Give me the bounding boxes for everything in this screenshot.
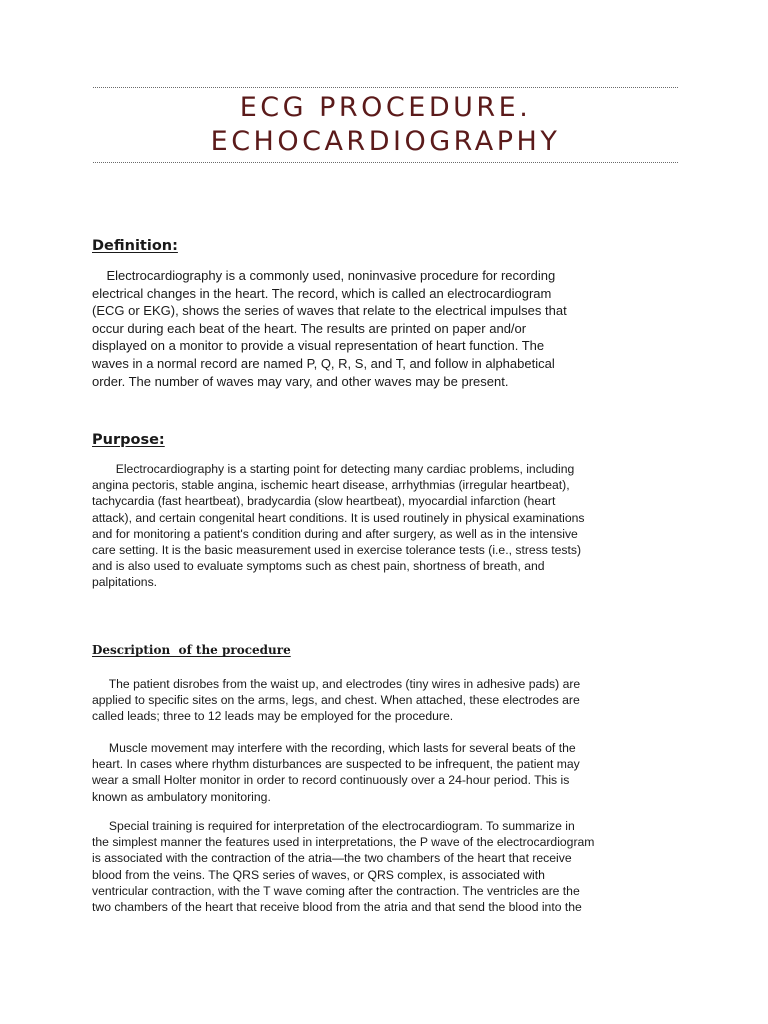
purpose-line: angina pectoris, stable angina, ischemic heart disease, arrhythmias (irregular heartbeat), (92, 478, 570, 493)
purpose-paragraph (92, 461, 682, 591)
definition-line: Electrocardiography is a commonly used, noninvasive procedure for recording (92, 268, 556, 283)
description-line: heart. In cases where rhythm disturbances are suspected to be infrequent, the patient may (92, 757, 580, 772)
description-line: two chambers of the heart that receive blood from the atria and that send the blood into the (92, 900, 582, 915)
description-heading: Description of the procedure (92, 643, 291, 657)
definition-line: (ECG or EKG), shows the series of waves that relate to the electrical impulses that (92, 303, 567, 319)
purpose-line: and is also used to evaluate symptoms such as chest pain, shortness of breath, and (92, 559, 545, 574)
definition-line: electrical changes in the heart. The record, which is called an electrocardiogram (92, 285, 552, 301)
description-line: is associated with the contraction of the atria—the two chambers of the heart that receive (92, 851, 572, 866)
purpose-line: palpitations. (92, 575, 158, 590)
description-line: Special training is required for interpretation of the electrocardiogram. To summarize in (92, 819, 575, 833)
description-paragraph-3 (92, 818, 682, 915)
description-line: known as ambulatory monitoring. (92, 789, 271, 804)
description-line: called leads; three to 12 leads may be employed for the procedure. (92, 709, 454, 724)
description-line: Muscle movement may interfere with the recording, which lasts for several beats of the (92, 741, 576, 755)
document-title (93, 91, 678, 159)
definition-line: order. The number of waves may vary, and other waves may be present. (92, 373, 509, 389)
title-line-1: ECG PROCEDURE. (239, 92, 532, 123)
purpose-line: attack), and certain congenital heart conditions. It is used routinely in physical examinations (92, 510, 585, 525)
description-line: ventricular contraction, with the T wave coming after the contraction. The ventricles are the (92, 883, 580, 898)
description-line: applied to specific sites on the arms, legs, and chest. When attached, these electrodes are (92, 693, 580, 708)
title-bottom-rule (93, 162, 678, 163)
definition-paragraph (92, 267, 682, 390)
description-line: blood from the veins. The QRS series of waves, or QRS complex, is associated with (92, 867, 545, 882)
definition-line: displayed on a monitor to provide a visual representation of heart function. The (92, 338, 545, 354)
definition-line: occur during each beat of the heart. The results are printed on paper and/or (92, 320, 527, 336)
purpose-heading: Purpose: (92, 432, 165, 448)
purpose-line: tachycardia (fast heartbeat), bradycardia (slow heartbeat), myocardial infarction (heart (92, 494, 556, 509)
description-line: The patient disrobes from the waist up, and electrodes (tiny wires in adhesive pads) are (92, 677, 581, 691)
description-line: wear a small Holter monitor in order to record continuously over a 24-hour period. This is (92, 773, 570, 788)
purpose-line: Electrocardiography is a starting point for detecting many cardiac problems, including (92, 462, 575, 476)
description-paragraph-1 (92, 676, 682, 725)
definition-line: waves in a normal record are named P, Q, R, S, and T, and follow in alphabetical (92, 355, 555, 371)
definition-heading: Definition: (92, 238, 178, 254)
description-paragraph-2 (92, 740, 682, 805)
description-line: the simplest manner the features used in interpretations, the P wave of the electrocardiogram (92, 835, 595, 850)
title-top-rule (93, 87, 678, 88)
purpose-line: and for monitoring a patient's condition during and after surgery, as well as in the intensive (92, 526, 578, 541)
purpose-line: care setting. It is the basic measurement used in exercise tolerance tests (i.e., stress tests) (92, 543, 582, 558)
title-line-2: ECHOCARDIOGRAPHY (210, 126, 561, 157)
